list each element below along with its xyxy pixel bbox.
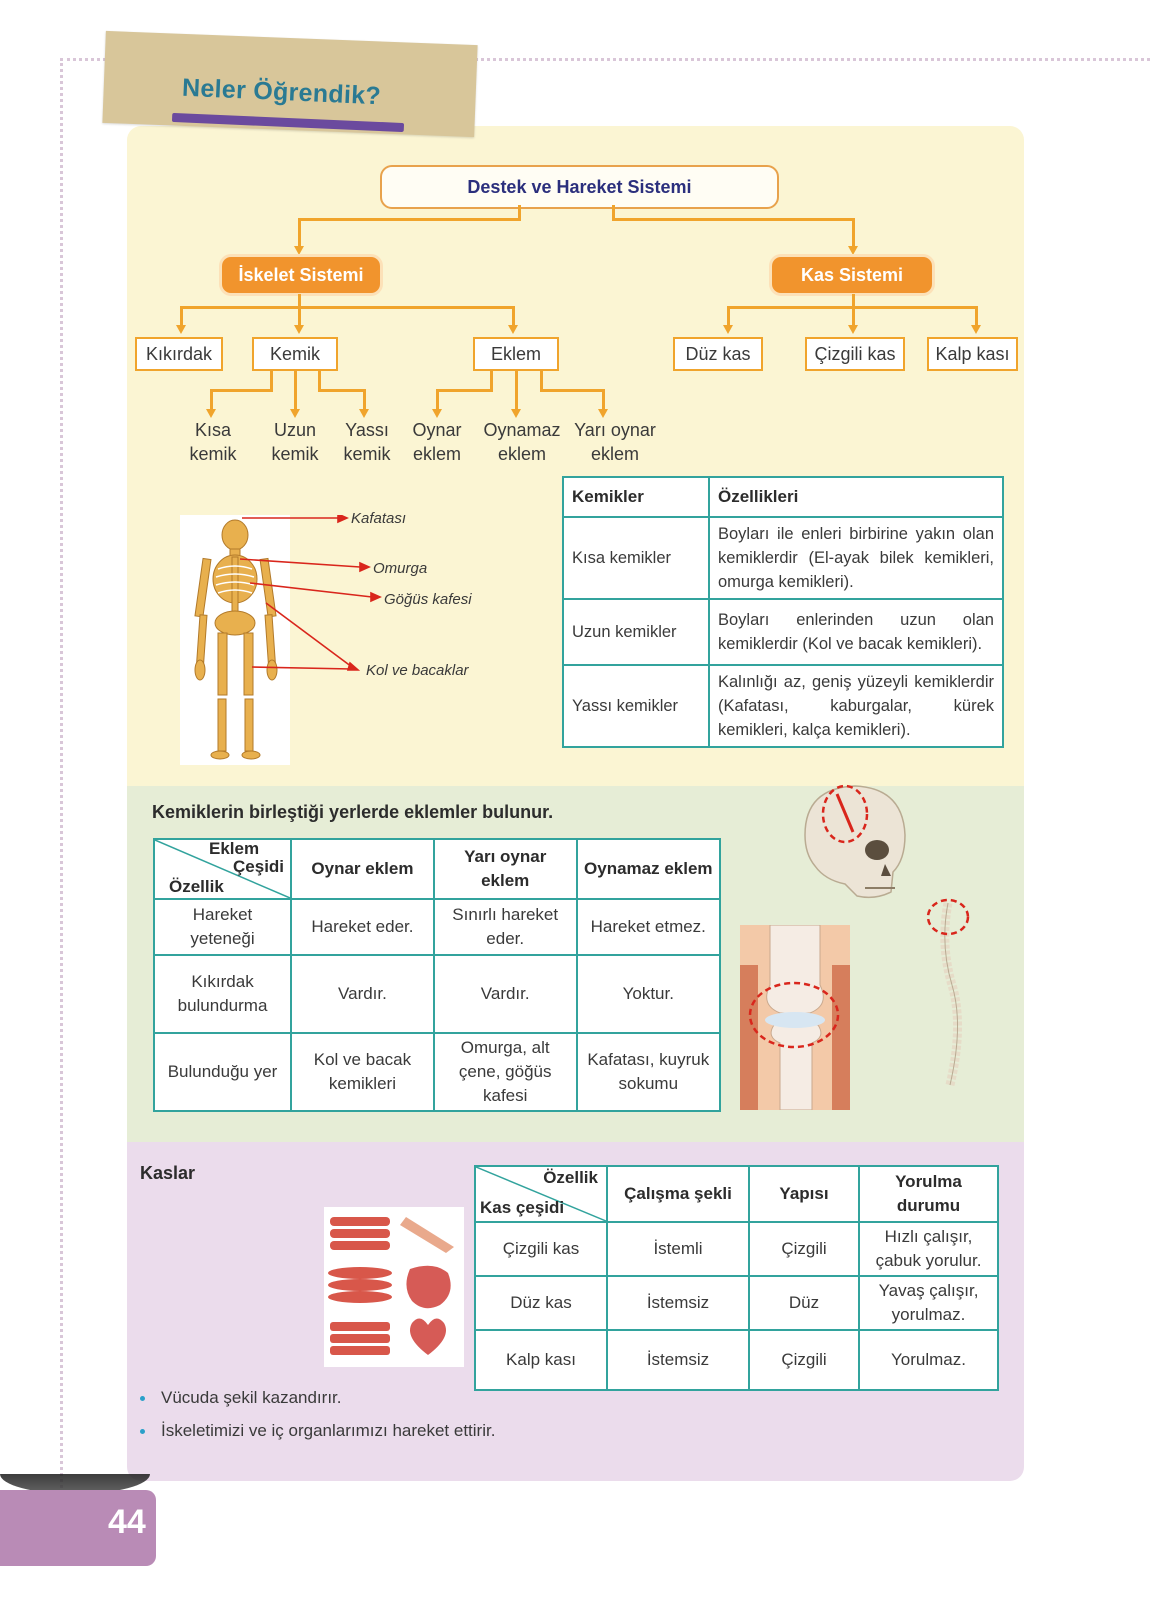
node-kikirdak <box>135 337 223 371</box>
leaf-yari-oynar-eklem <box>568 418 662 466</box>
table-cell: Yavaş çalışır, yorulmaz. <box>859 1276 998 1330</box>
arrow-icon <box>848 325 858 334</box>
arrow-icon <box>508 325 518 334</box>
table-header-row <box>475 1166 998 1222</box>
connector <box>518 205 521 219</box>
table-header-cell: Çalışma şekli <box>607 1166 749 1222</box>
connector <box>210 389 213 411</box>
muscles-table <box>474 1165 999 1391</box>
concept-root-label: Destek ve Hareket Sistemi <box>467 176 692 197</box>
arrow-icon <box>290 409 300 418</box>
connector <box>612 205 615 219</box>
leaf-line: kemik <box>271 444 319 464</box>
table-cell: Vardır. <box>434 955 577 1033</box>
skeleton-label-omurga: Omurga <box>373 560 428 577</box>
node-label: Eklem <box>490 343 541 364</box>
table-cell: Yassı kemikler <box>563 665 709 747</box>
table-row <box>154 955 720 1033</box>
table-cell: Hareket etmez. <box>577 899 720 955</box>
table-cell: Hareket eder. <box>291 899 434 955</box>
arrow-icon <box>359 409 369 418</box>
table-header-cell: Yapısı <box>749 1166 859 1222</box>
arrow-icon <box>598 409 608 418</box>
connector <box>490 371 493 391</box>
bullet-dot-icon <box>140 1396 145 1401</box>
bullet-text: Vücuda şekil kazandırır. <box>161 1388 342 1407</box>
skull-illustration <box>795 780 915 905</box>
connector <box>298 218 521 221</box>
arrow-icon <box>176 325 186 334</box>
leaf-line: eklem <box>412 444 461 464</box>
table-row <box>475 1222 998 1276</box>
connector <box>210 389 273 392</box>
table-cell: Düz <box>749 1276 859 1330</box>
connector <box>515 371 518 411</box>
bullet-item <box>140 1421 495 1441</box>
node-label: Düz kas <box>685 343 751 364</box>
arrow-icon <box>294 325 304 334</box>
leaf-line: kemik <box>343 444 391 464</box>
connector <box>727 306 730 326</box>
muscular-system-pill <box>772 257 932 293</box>
connector <box>363 389 366 411</box>
corner-label-top: Özellik <box>543 1168 598 1187</box>
table-header-cell: Kemikler <box>563 477 709 517</box>
table-cell: Kıkırdak bulundurma <box>154 955 291 1033</box>
leaf-yassi-kemik <box>332 418 402 466</box>
table-cell: Kol ve bacak kemikleri <box>291 1033 434 1111</box>
table-cell: Çizgili <box>749 1222 859 1276</box>
node-label: Kalp kası <box>935 343 1010 364</box>
spine-illustration <box>918 895 988 1095</box>
table-row <box>475 1276 998 1330</box>
bullet-text: İskeletimizi ve iç organlarımızı hareket ettirir. <box>161 1421 496 1440</box>
corner-label-top-b: Çeşidi <box>233 857 285 876</box>
leaf-line: Oynar <box>412 420 462 440</box>
concept-root-box <box>380 165 779 209</box>
table-cell: İstemsiz <box>607 1276 749 1330</box>
page-title: Neler Öğrendik? <box>181 73 382 111</box>
node-label: Kıkırdak <box>145 343 213 364</box>
connector <box>180 306 183 326</box>
connector <box>318 371 321 391</box>
leaf-line: Oynamaz <box>483 420 561 440</box>
skeleton-illustration <box>180 515 480 765</box>
table-cell: Sınırlı hareket eder. <box>434 899 577 955</box>
node-kemik <box>252 337 338 371</box>
knee-illustration <box>740 925 850 1110</box>
leaf-uzun-kemik <box>260 418 330 466</box>
leaf-line: Kısa <box>194 420 232 440</box>
skeleton-label-kol-ve-bacaklar: Kol ve bacaklar <box>366 662 469 679</box>
node-label: Kemik <box>269 343 320 364</box>
skeleton-label-kafatasi: Kafatası <box>351 510 407 527</box>
muscle-types-illustration <box>324 1207 464 1367</box>
node-label: Çizgili kas <box>814 343 896 364</box>
table-cell: Uzun kemikler <box>563 599 709 665</box>
bones-table <box>562 476 1004 748</box>
leaf-line: eklem <box>497 444 546 464</box>
table-row <box>563 599 1003 665</box>
table-header-cell: Oynar eklem <box>291 839 434 899</box>
dotted-border-left <box>60 58 63 1488</box>
node-duz-kas <box>673 337 763 371</box>
muscular-system-label: Kas Sistemi <box>800 264 904 285</box>
table-header-cell: Özellikleri <box>709 477 1003 517</box>
connector <box>318 389 366 392</box>
connector <box>612 218 854 221</box>
leaf-line: Yarı oynar <box>574 420 656 440</box>
table-cell: Kafatası, kuyruk sokumu <box>577 1033 720 1111</box>
table-cell: Çizgili <box>749 1330 859 1390</box>
table-cell: Boyları ile enleri birbirine yakın olan kemiklerdir (El-ayak bilek kemikleri, omurga kemikleri). <box>709 517 1003 599</box>
table-row <box>563 665 1003 747</box>
leaf-line: kemik <box>189 444 237 464</box>
connector <box>298 306 301 326</box>
table-cell: Omurga, alt çene, göğüs kafesi <box>434 1033 577 1111</box>
connector <box>436 389 493 392</box>
node-kalp-kasi <box>927 337 1018 371</box>
table-row <box>563 517 1003 599</box>
table-row <box>154 899 720 955</box>
leaf-oynar-eklem <box>402 418 472 466</box>
leaf-line: Yassı <box>345 420 389 440</box>
table-cell: Hızlı çalışır, çabuk yorulur. <box>859 1222 998 1276</box>
leaf-kisa-kemik <box>178 418 248 466</box>
bullet-item <box>140 1388 341 1408</box>
corner-label-bottom: Özellik <box>169 877 224 896</box>
table-cell: Çizgili kas <box>475 1222 607 1276</box>
connector <box>975 306 978 326</box>
table-cell: Hareket yeteneği <box>154 899 291 955</box>
connector <box>852 218 855 248</box>
table-header-cell: Oynamaz eklem <box>577 839 720 899</box>
table-row <box>154 1033 720 1111</box>
arrow-icon <box>848 246 858 255</box>
leaf-line: eklem <box>590 444 639 464</box>
connector <box>298 218 301 248</box>
skeletal-system-pill <box>222 257 380 293</box>
table-header-row <box>563 477 1003 517</box>
arrow-icon <box>294 246 304 255</box>
arrow-icon <box>206 409 216 418</box>
arrow-icon <box>971 325 981 334</box>
table-cell: Bulunduğu yer <box>154 1033 291 1111</box>
muscles-title: Kaslar <box>140 1163 196 1183</box>
node-cizgili-kas <box>805 337 905 371</box>
connector <box>512 306 515 326</box>
connector <box>540 389 605 392</box>
connector <box>852 306 855 326</box>
leaf-oynamaz-eklem <box>478 418 566 466</box>
page-number: 44 <box>108 1503 146 1541</box>
table-corner-cell <box>154 839 291 899</box>
table-cell: Düz kas <box>475 1276 607 1330</box>
corner-label-bottom: Kas çeşidi <box>480 1198 565 1217</box>
table-cell: İstemli <box>607 1222 749 1276</box>
node-eklem <box>473 337 559 371</box>
table-cell: Vardır. <box>291 955 434 1033</box>
connector <box>540 371 543 391</box>
joints-table <box>153 838 721 1112</box>
corner-label-top-a: Eklem <box>209 839 260 858</box>
table-cell: Kısa kemikler <box>563 517 709 599</box>
table-header-row <box>154 839 720 899</box>
connector <box>180 306 515 309</box>
joints-title: Kemiklerin birleştiği yerlerde eklemler bulunur. <box>152 802 554 822</box>
arrow-icon <box>432 409 442 418</box>
leaf-line: Uzun <box>273 420 317 440</box>
bullet-dot-icon <box>140 1429 145 1434</box>
arrow-icon <box>511 409 521 418</box>
table-header-cell: Yorulma durumu <box>859 1166 998 1222</box>
skeleton-label-gogus-kafesi: Göğüs kafesi <box>384 591 472 608</box>
table-cell: İstemsiz <box>607 1330 749 1390</box>
table-cell: Yoktur. <box>577 955 720 1033</box>
skeletal-system-label: İskelet Sistemi <box>238 264 364 285</box>
table-row <box>475 1330 998 1390</box>
arrow-icon <box>723 325 733 334</box>
connector <box>294 371 297 411</box>
table-cell: Kalp kası <box>475 1330 607 1390</box>
table-cell: Boyları enlerinden uzun olan kemiklerdir (Kol ve bacak kemikleri). <box>709 599 1003 665</box>
table-corner-cell <box>475 1166 607 1222</box>
table-cell: Yorulmaz. <box>859 1330 998 1390</box>
connector <box>602 389 605 411</box>
connector <box>436 389 439 411</box>
table-header-cell: Yarı oynar eklem <box>434 839 577 899</box>
table-cell: Kalınlığı az, geniş yüzeyli kemiklerdir (Kafatası, kaburgalar, kürek kemikleri, kalça kemikleri). <box>709 665 1003 747</box>
connector <box>270 371 273 391</box>
